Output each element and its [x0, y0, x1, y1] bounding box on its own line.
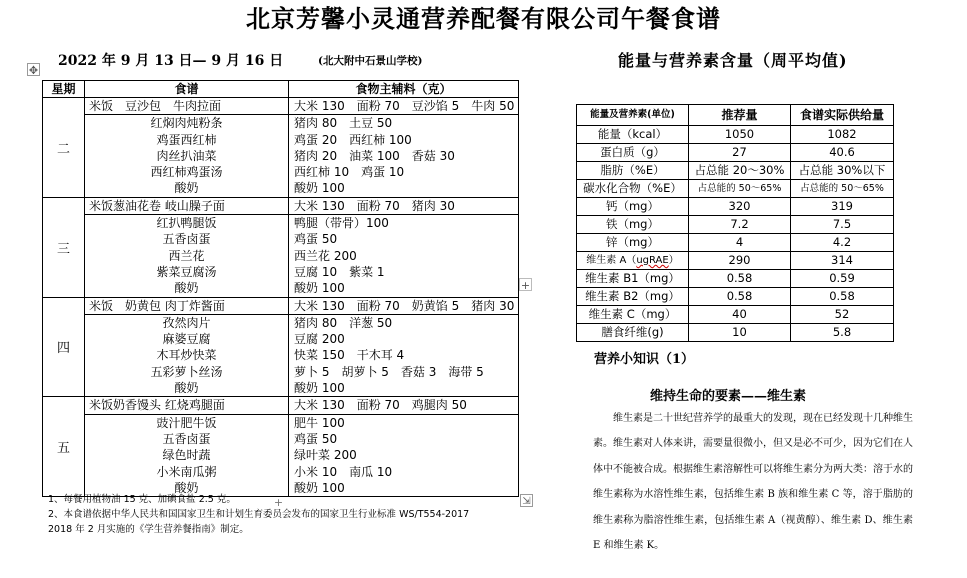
actual-value: 7.5 [791, 216, 894, 234]
ingredient-cell [289, 414, 519, 496]
ingredient-line: 小米 10 南瓜 10 [294, 464, 393, 479]
dish-name: 小米南瓜粥 [156, 464, 217, 479]
nutrient-name: 铁（mg） [577, 216, 689, 234]
date-range: 2022 年 9 月 13 日— 9 月 16 日 [58, 53, 284, 69]
recommended-value: 0.58 [689, 288, 791, 306]
ingredient-cell [289, 115, 519, 197]
recommended-value: 27 [689, 144, 791, 162]
recommended-value: 4 [689, 234, 791, 252]
nutrition-row [577, 306, 894, 324]
dish-name: 孜然肉片 [162, 315, 211, 330]
school-name: (北大附中石景山学校) [318, 55, 423, 67]
dish-name: 酸奶 [174, 480, 199, 495]
nutrient-name: 蛋白质（g） [577, 144, 689, 162]
weekday-cell: 二 [43, 98, 85, 198]
ingredient-line: 豆腐 10 紫菜 1 [294, 264, 385, 279]
weekday-cell: 五 [43, 397, 85, 497]
plus-icon[interactable]: + [273, 496, 284, 509]
nutrient-name: 维生素 B1（mg） [577, 270, 689, 288]
actual-value: 占总能的 50～65% [791, 180, 894, 198]
dish-cell [85, 297, 289, 314]
actual-value: 0.59 [791, 270, 894, 288]
energy-section-title: 能量与营养素含量（周平均值) [618, 51, 848, 70]
weekday-cell: 四 [43, 297, 85, 397]
dish-cell [85, 98, 289, 115]
footnote: 2、本食谱依据中华人民共和国国家卫生和计划生育委员会发布的国家卫生行业标准 WS/T554-2017 [48, 509, 470, 520]
nutrient-name: 脂肪（%E） [577, 162, 689, 180]
recommended-value: 320 [689, 198, 791, 216]
ingredient-line: 快菜 150 干木耳 4 [294, 348, 405, 363]
nutrition-row [577, 198, 894, 216]
article-paragraph [593, 406, 913, 558]
ingredient-cell [289, 314, 519, 396]
ingredient-line: 鸡蛋 50 [294, 232, 338, 247]
ingredient-cell [289, 215, 519, 297]
ingredient-line: 酸奶 100 [294, 381, 345, 396]
ingredient-line: 酸奶 100 [294, 281, 345, 296]
footnotes [48, 492, 528, 537]
recommended-value: 0.58 [689, 270, 791, 288]
ingredient-cell [289, 197, 519, 214]
actual-value: 4.2 [791, 234, 894, 252]
nutrition-row [577, 162, 894, 180]
ingredient-line: 大米 130 面粉 70 猪肉 30 [294, 198, 455, 213]
nutrient-name: 膳食纤维(g) [577, 324, 689, 342]
dish-name: 鸡蛋西红柿 [156, 132, 217, 147]
recommended-value: 10 [689, 324, 791, 342]
ingredient-line: 萝卜 5 胡萝卜 5 香菇 3 海带 5 [294, 364, 484, 379]
recommended-value: 1050 [689, 126, 791, 144]
nutrient-name: 钙（mg） [577, 198, 689, 216]
nutrition-row [577, 126, 894, 144]
ingredient-line: 酸奶 100 [294, 480, 345, 495]
menu-header-weekday: 星期 [43, 81, 85, 98]
dish-name: 豉汁肥牛饭 [156, 415, 217, 430]
dish-name: 五香卤蛋 [162, 232, 211, 247]
ingredient-line: 西红柿 10 鸡蛋 10 [294, 165, 405, 180]
menu-header-dishes: 食谱 [85, 81, 289, 98]
recommended-value: 占总能 20～30% [689, 162, 791, 180]
footnote: 2018 年 2 月实施的《学生营养餐指南》制定。 [48, 524, 249, 535]
ingredient-line: 大米 130 面粉 70 豆沙馅 5 牛肉 50 [294, 99, 515, 113]
nutrient-unit: ugRAE [636, 255, 669, 266]
recommended-value: 290 [689, 252, 791, 270]
ingredient-line: 大米 130 面粉 70 鸡腿肉 50 [294, 398, 467, 413]
ingredient-line: 大米 130 面粉 70 奶黄馅 5 猪肉 30 [294, 298, 515, 313]
menu-header-ingredients: 食物主辅料（克） [289, 81, 519, 98]
dish-name: 米饭 豆沙包 牛肉拉面 [89, 99, 222, 113]
dish-cell [85, 414, 289, 496]
ingredient-line: 鸡蛋 50 [294, 431, 338, 446]
nutrition-row [577, 144, 894, 162]
ingredient-line: 鸡蛋 20 西红柿 100 [294, 132, 412, 147]
dish-name: 木耳炒快菜 [156, 348, 217, 363]
dish-name: 五香卤蛋 [162, 431, 211, 446]
dish-name: 五彩萝卜丝汤 [150, 364, 223, 379]
nutrient-name [577, 252, 689, 270]
ingredient-line: 豆腐 200 [294, 332, 345, 347]
dish-name: 酸奶 [174, 181, 199, 196]
actual-value: 0.58 [791, 288, 894, 306]
ingredient-line: 西兰花 200 [294, 248, 357, 263]
page-title: 北京芳馨小灵通营养配餐有限公司午餐食谱 [246, 5, 721, 33]
dish-name: 米饭葱油花卷 岐山臊子面 [89, 198, 225, 213]
plus-icon[interactable]: + [520, 279, 531, 292]
nutrition-row [577, 324, 894, 342]
ingredient-cell [289, 297, 519, 314]
actual-value: 314 [791, 252, 894, 270]
dish-name: 红焖肉炖粉条 [150, 116, 223, 131]
nutrient-name-suffix: ） [668, 255, 679, 266]
actual-value: 占总能 30%以下 [791, 162, 894, 180]
nutrient-name: 维生素 B2（mg） [577, 288, 689, 306]
recommended-value: 40 [689, 306, 791, 324]
dish-cell [85, 197, 289, 214]
article-title: 维持生命的要素——维生素 [650, 389, 807, 404]
nutrient-name: 锌（mg） [577, 234, 689, 252]
dish-name: 米饭 奶黄包 肉丁炸酱面 [89, 298, 225, 313]
dish-name: 米饭奶香馒头 红烧鸡腿面 [89, 398, 225, 413]
dish-name: 酸奶 [174, 381, 199, 396]
resize-corner-icon[interactable]: ⇲ [520, 494, 533, 507]
actual-value: 319 [791, 198, 894, 216]
ingredient-line: 猪肉 80 洋葱 50 [294, 315, 393, 330]
dish-cell [85, 314, 289, 396]
dish-name: 西红柿鸡蛋汤 [150, 165, 223, 180]
dish-cell [85, 397, 289, 414]
actual-value: 5.8 [791, 324, 894, 342]
recommended-value: 占总能的 50～65% [689, 180, 791, 198]
ingredient-line: 绿叶菜 200 [294, 448, 357, 463]
weekday-cell: 三 [43, 197, 85, 297]
dish-name: 红扒鸭腿饭 [156, 216, 217, 231]
nutrition-row [577, 234, 894, 252]
dish-name: 西兰花 [168, 248, 205, 263]
dish-cell [85, 215, 289, 297]
ingredient-line: 猪肉 20 油菜 100 香菇 30 [294, 148, 455, 163]
nutrition-header-recommended: 推荐量 [689, 105, 791, 126]
actual-value: 1082 [791, 126, 894, 144]
article-text: 维生素是二十世纪营养学的最重大的发现，现在已经发现十几种维生素。维生素对人体来讲，需要量很微小，但又是必不可少，因为它们在人体中不能被合成。根据维生素溶解性可以将维生素分为两大类：溶于水的维生素称为水溶性维生素，包括维生素 B 族和维生素 C 等，溶于脂肪的维生素称为脂溶性维生素，包括维生素 A（视黄醇）、维生素 D、维生素 E 和维生素 K。 [593, 413, 913, 552]
ingredient-cell [289, 98, 519, 115]
dish-name: 酸奶 [174, 281, 199, 296]
knowledge-heading: 营养小知识（1） [594, 352, 695, 367]
ingredient-cell [289, 397, 519, 414]
nutrient-name: 维生素 C（mg） [577, 306, 689, 324]
recommended-value: 7.2 [689, 216, 791, 234]
menu-table [42, 80, 519, 497]
nutrient-name-prefix: 维生素 A（ [586, 255, 637, 266]
dish-name: 肉丝扒油菜 [156, 148, 217, 163]
dish-name: 绿色时蔬 [162, 448, 211, 463]
ingredient-line: 鸭腿（带骨）100 [294, 216, 389, 231]
nutrition-row [577, 252, 894, 270]
nutrient-name: 能量（kcal） [577, 126, 689, 144]
nutrition-row [577, 216, 894, 234]
nutrition-row [577, 270, 894, 288]
dish-name: 紫菜豆腐汤 [156, 264, 217, 279]
nutrition-row [577, 180, 894, 198]
actual-value: 52 [791, 306, 894, 324]
nutrition-header-actual: 食谱实际供给量 [791, 105, 894, 126]
actual-value: 40.6 [791, 144, 894, 162]
nutrient-name: 碳水化合物（%E） [577, 180, 689, 198]
nutrition-row [577, 288, 894, 306]
footnote: 1、每餐用植物油 15 克、加碘食盐 2.5 克。 [48, 494, 236, 505]
ingredient-line: 肥牛 100 [294, 415, 345, 430]
move-arrows-icon[interactable]: ✥ [28, 64, 39, 77]
dish-cell [85, 115, 289, 197]
ingredient-line: 酸奶 100 [294, 181, 345, 196]
ingredient-line: 猪肉 80 土豆 50 [294, 116, 393, 131]
nutrition-table [576, 104, 894, 342]
dish-name: 麻婆豆腐 [162, 332, 211, 347]
nutrition-header-item: 能量及营养素(单位) [577, 105, 689, 126]
